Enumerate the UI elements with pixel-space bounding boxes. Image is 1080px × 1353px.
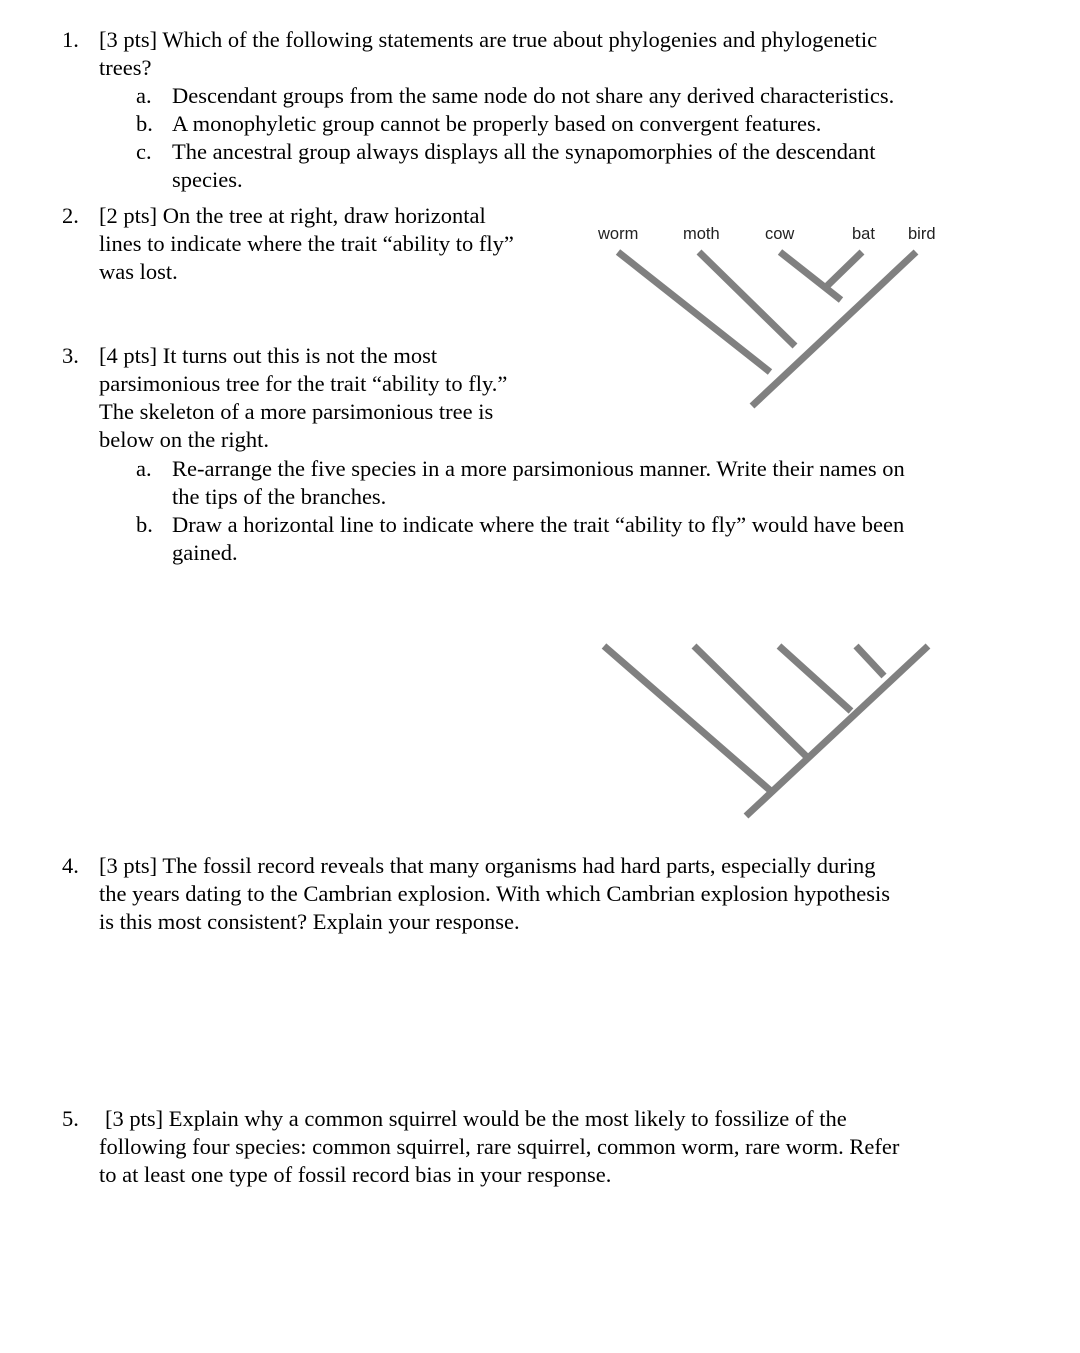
q2-prompt-line2: lines to indicate where the trait “ability to fly”: [99, 231, 514, 256]
q1-prompt-line1: [3 pts] Which of the following statements are true about phylogenies and phylogenetic: [99, 27, 878, 52]
q3-option-b-text-line2: gained.: [172, 540, 238, 565]
tree2-branch-1: [604, 646, 772, 792]
q4-number: 4.: [62, 853, 79, 878]
q3-option-a-letter: a.: [136, 456, 152, 481]
q5-prompt-line3: to at least one type of fossil record bias in your response.: [99, 1162, 612, 1187]
q3-prompt-line4: below on the right.: [99, 427, 269, 452]
tree2-branch-3: [779, 646, 851, 711]
tree1-tip-label-bird: bird: [908, 225, 936, 243]
q3-prompt-line3: The skeleton of a more parsimonious tree is: [99, 399, 494, 424]
q1-number: 1.: [62, 27, 79, 52]
q3-option-b-letter: b.: [136, 512, 153, 537]
q2-prompt-line3: was lost.: [99, 259, 178, 284]
q4-prompt-line1: [3 pts] The fossil record reveals that many organisms had hard parts, especially during: [99, 853, 876, 878]
q4-prompt-line2: the years dating to the Cambrian explosion. With which Cambrian explosion hypothesis: [99, 881, 891, 906]
q3-option-a-text-line1: Re-arrange the five species in a more parsimonious manner. Write their names on: [172, 456, 905, 481]
tree1-tip-label-cow: cow: [765, 225, 795, 243]
q2-number: 2.: [62, 203, 79, 228]
q1-option-a-letter: a.: [136, 83, 152, 108]
tree2-branch-4: [856, 646, 884, 676]
q3-number: 3.: [62, 343, 79, 368]
tree1-tip-label-moth: moth: [683, 225, 720, 243]
q1-option-b-text: A monophyletic group cannot be properly based on convergent features.: [172, 111, 822, 136]
q1-option-c-letter: c.: [136, 139, 152, 164]
q2-prompt-line1: [2 pts] On the tree at right, draw horizontal: [99, 203, 486, 228]
q3-option-b-text-line1: Draw a horizontal line to indicate where the trait “ability to fly” would have been: [172, 512, 905, 537]
tree1-tip-label-bat: bat: [852, 225, 875, 243]
q3-prompt-line2: parsimonious tree for the trait “ability to fly.”: [99, 371, 508, 396]
q1-option-a-text: Descendant groups from the same node do not share any derived characteristics.: [172, 83, 895, 108]
q3-prompt-line1: [4 pts] It turns out this is not the most: [99, 343, 438, 368]
q1-option-c-text-line2: species.: [172, 167, 243, 192]
q5-number: 5.: [62, 1106, 79, 1131]
tree2-branches: [604, 646, 928, 816]
q3-option-a-text-line2: the tips of the branches.: [172, 484, 387, 509]
tree2-branch-5: [746, 646, 928, 816]
q4-prompt-line3: is this most consistent? Explain your response.: [99, 909, 520, 934]
q1-option-c-text-line1: The ancestral group always displays all the synapomorphies of the descendant: [172, 139, 876, 164]
tree1-tip-label-worm: worm: [598, 225, 639, 243]
q1-option-b-letter: b.: [136, 111, 153, 136]
q1-prompt-line2: trees?: [99, 55, 152, 80]
q5-prompt-line1: [3 pts] Explain why a common squirrel would be the most likely to fossilize of the: [105, 1106, 847, 1131]
q5-prompt-line2: following four species: common squirrel, rare squirrel, common worm, rare worm. Refer: [99, 1134, 900, 1159]
